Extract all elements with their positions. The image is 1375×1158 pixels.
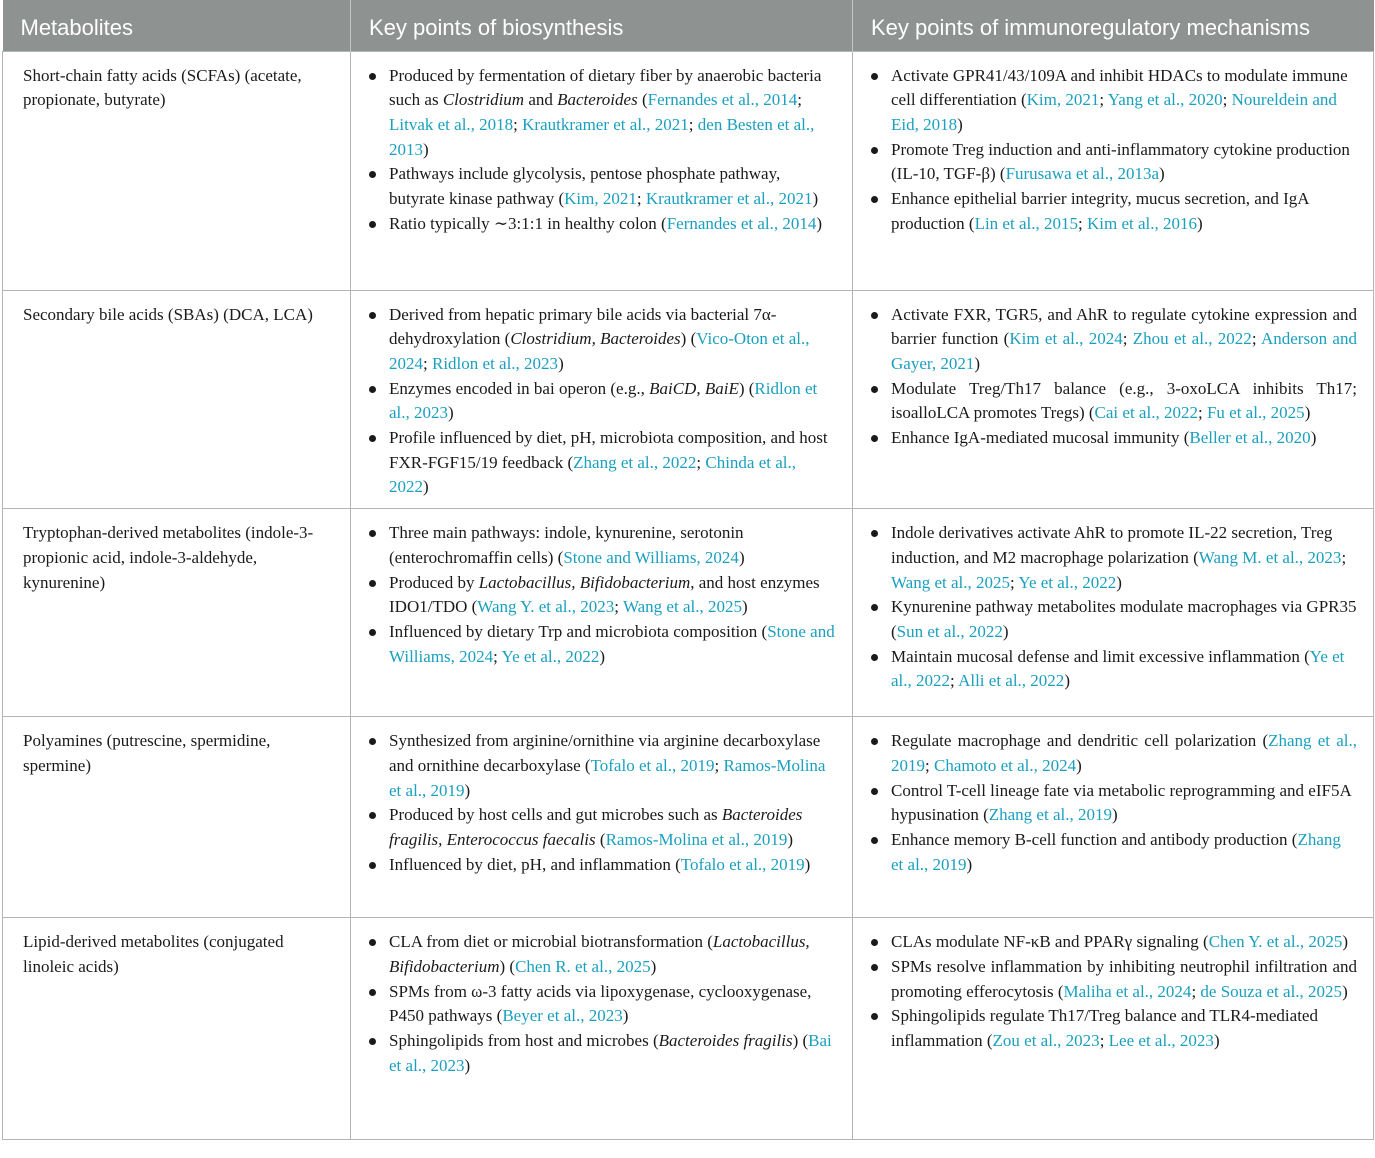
citation-link[interactable]: Beyer et al., 2023 (502, 1006, 623, 1026)
text-run: ) (804, 854, 811, 874)
biosynthesis-cell (351, 918, 853, 1140)
list-item (871, 930, 1357, 955)
table-body (3, 51, 1374, 1140)
text-run: ; (1099, 1030, 1109, 1050)
immunoregulatory-list (871, 729, 1357, 877)
immunoregulatory-list (871, 930, 1357, 1054)
italic-taxon: BaiCD, BaiE (649, 378, 739, 398)
text-run: ) (448, 403, 454, 423)
text-run: Produced by host cells and gut microbes such as (389, 805, 722, 825)
immunoregulatory-list (871, 303, 1357, 451)
text-run: ; (1222, 90, 1232, 110)
text-run: and (524, 90, 558, 110)
immunoregulatory-list (871, 521, 1357, 694)
text-run: ) (812, 189, 819, 209)
text-run: Regulate macrophage and dendritic cell polarization ( (891, 731, 1269, 751)
text-run: ; (493, 646, 502, 666)
list-item (369, 571, 836, 620)
list-item (871, 595, 1357, 644)
citation-link[interactable]: Ramos-Molina et al., 2019 (605, 829, 788, 849)
list-item (369, 620, 836, 669)
citation-link[interactable]: Alli et al., 2022 (958, 671, 1065, 691)
italic-taxon: Bacteroides fragilis, Enterococcus faecalis (389, 805, 803, 849)
text-run: ) (1342, 932, 1348, 952)
list-item (369, 212, 836, 237)
citation-link[interactable]: Lin et al., 2015 (974, 213, 1078, 233)
list-item (871, 64, 1357, 138)
immunoregulatory-cell (853, 918, 1374, 1140)
citation-link[interactable]: Cai et al., 2022 (1094, 403, 1198, 423)
text-run: ) (1304, 403, 1311, 423)
biosynthesis-list (369, 64, 836, 237)
header-metabolites: Metabolites (3, 0, 351, 51)
text-run: ) ( (738, 378, 755, 398)
text-run: ) (741, 597, 748, 617)
citation-link[interactable]: Chinda et al., 2022 (389, 452, 797, 497)
citation-link[interactable]: Lee et al., 2023 (1108, 1030, 1214, 1050)
text-run: ) (966, 854, 973, 874)
text-run: ; (1197, 403, 1207, 423)
citation-link[interactable]: Chamoto et al., 2024 (933, 755, 1077, 775)
citation-link[interactable]: Krautkramer et al., 2021 (522, 114, 689, 134)
citation-link[interactable]: Sun et al., 2022 (896, 621, 1003, 641)
list-item (369, 426, 836, 500)
citation-link[interactable]: Wang et al., 2025 (622, 597, 742, 617)
text-run: ; (1010, 572, 1019, 592)
italic-taxon: Clostridium, Bacteroides (510, 329, 681, 349)
italic-taxon: Bacteroides fragilis (658, 1030, 793, 1050)
text-run: ) (622, 1006, 629, 1026)
italic-taxon: Clostridium (442, 90, 525, 110)
list-item (369, 803, 836, 852)
table-row (3, 717, 1374, 918)
text-run: ; (1077, 213, 1087, 233)
text-run: ) (1076, 755, 1082, 775)
biosynthesis-cell (351, 290, 853, 509)
text-run: ; (1191, 981, 1201, 1001)
text-run: ; (423, 353, 432, 373)
list-item (369, 729, 836, 803)
text-run: ) (1116, 572, 1122, 592)
citation-link[interactable]: Furusawa et al., 2013a (1005, 164, 1159, 184)
citation-link[interactable]: Chen Y. et al., 2025 (1208, 932, 1343, 952)
text-run: CLA from diet or microbial biotransformation ( (389, 932, 713, 952)
list-item (871, 377, 1357, 426)
text-run: ) (650, 956, 657, 976)
list-item (871, 955, 1357, 1004)
citation-link[interactable]: Kim et al., 2016 (1086, 213, 1197, 233)
list-item (369, 303, 836, 377)
text-run: Kynurenine pathway metabolites modulate macrophages via GPR35 ( (891, 597, 1357, 641)
biosynthesis-list (369, 521, 836, 669)
immunoregulatory-cell (853, 717, 1374, 918)
text-run: ; (797, 90, 803, 110)
text-run: ) (1310, 428, 1317, 448)
text-run: Indole derivatives activate AhR to promote IL-22 secretion, Treg induction, and M2 macrophage polarization ( (891, 523, 1333, 567)
biosynthesis-cell (351, 509, 853, 717)
biosynthesis-cell (351, 717, 853, 918)
text-run: ) (599, 646, 606, 666)
list-item (871, 1004, 1357, 1053)
citation-link[interactable]: Krautkramer et al., 2021 (645, 189, 813, 209)
text-run: SPMs from ω-3 fatty acids via lipoxygenase, cyclooxygenase, P450 pathways ( (389, 981, 812, 1026)
citation-link[interactable]: Anderson and Gayer, 2021 (891, 329, 1357, 373)
citation-link[interactable]: de Souza et al., 2025 (1200, 981, 1343, 1001)
italic-taxon: Lactobacillus, Bifidobacterium (389, 932, 810, 976)
text-run: ) (1159, 164, 1165, 184)
biosynthesis-cell (351, 51, 853, 290)
citation-link[interactable]: den Besten et al., 2013 (389, 114, 815, 159)
text-run: ) ( (680, 329, 697, 349)
table-row (3, 51, 1374, 290)
citation-link[interactable]: Litvak et al., 2018 (389, 114, 514, 134)
text-run: Enhance epithelial barrier integrity, mucus secretion, and IgA production ( (891, 189, 1309, 233)
text-run: ; (714, 755, 724, 775)
text-run: Control T-cell lineage fate via metabolic reprogramming and eIF5A hypusination ( (891, 780, 1351, 825)
text-run: ; (950, 671, 959, 691)
text-run: ; (1251, 329, 1261, 349)
list-item (369, 162, 836, 211)
text-run: ; (614, 597, 623, 617)
list-item (871, 645, 1357, 694)
biosynthesis-list (369, 729, 836, 877)
text-run: Influenced by diet, pH, and inflammation ( (389, 854, 681, 874)
text-run: ; (1099, 90, 1108, 110)
citation-link[interactable]: Bai et al., 2023 (389, 1030, 832, 1075)
citation-link[interactable]: Ridlon et al., 2023 (431, 353, 559, 373)
text-run: ( (595, 829, 606, 849)
text-run: Maintain mucosal defense and limit excessive inflammation ( (891, 646, 1310, 666)
citation-link[interactable]: Ye et al., 2022 (501, 646, 600, 666)
text-run: ) (1064, 671, 1070, 691)
citation-link[interactable]: Wang et al., 2025 (891, 572, 1011, 592)
table-row (3, 509, 1374, 717)
list-item (871, 779, 1357, 828)
citation-link[interactable]: Zhang et al., 2019 (891, 731, 1357, 775)
table-row (3, 290, 1374, 509)
text-run: Sphingolipids from host and microbes ( (389, 1030, 659, 1050)
text-run: , and host enzymes IDO1/TDO ( (389, 572, 820, 617)
citation-link[interactable]: Chen R. et al., 2025 (515, 956, 651, 976)
citation-link[interactable]: Zhang et al., 2022 (573, 452, 697, 472)
header-biosynthesis: Key points of biosynthesis (351, 0, 853, 51)
citation-link[interactable]: Wang Y. et al., 2023 (477, 597, 615, 617)
citation-link[interactable]: Zhang et al., 2019 (988, 805, 1112, 825)
metabolite-cell: Tryptophan-derived metabolites (indole-3-propionic acid, indole-3-aldehyde, kynurenine) (3, 509, 351, 717)
citation-link[interactable]: Kim, 2021 (564, 189, 637, 209)
text-run: Derived from hepatic primary bile acids via bacterial 7α-dehydroxylation ( (389, 304, 777, 349)
citation-link[interactable]: Stone and Williams, 2024 (563, 547, 739, 567)
table-header (3, 0, 1374, 51)
metabolites-table (2, 0, 1374, 1140)
citation-link[interactable]: Ramos-Molina et al., 2019 (389, 755, 826, 800)
list-item (369, 521, 836, 570)
citation-link[interactable]: Fernandes et al., 2014 (666, 213, 817, 233)
text-run: ) (1342, 981, 1348, 1001)
citation-link[interactable]: Tofalo et al., 2019 (590, 755, 715, 775)
list-item (871, 828, 1357, 877)
biosynthesis-list (369, 930, 836, 1078)
text-run: ) (816, 213, 823, 233)
text-run: Pathways include glycolysis, pentose phosphate pathway, butyrate kinase pathway ( (389, 164, 781, 209)
list-item (871, 729, 1357, 778)
header-immunoregulatory: Key points of immunoregulatory mechanisms (853, 0, 1374, 51)
text-run: CLAs modulate NF-κB and PPARγ signaling ( (891, 932, 1209, 952)
text-run: ) (974, 353, 981, 373)
citation-link[interactable]: Zou et al., 2023 (992, 1030, 1100, 1050)
citation-link[interactable]: Ye et al., 2022 (891, 646, 1345, 691)
metabolite-cell: Secondary bile acids (SBAs) (DCA, LCA) (3, 290, 351, 509)
text-run: Promote Treg induction and anti-inflammatory cytokine production (IL-10, TGF-β) ( (891, 139, 1350, 184)
text-run: Synthesized from arginine/ornithine via arginine decarboxylase and ornithine decarboxylase ( (389, 731, 821, 775)
citation-link[interactable]: Maliha et al., 2024 (1063, 981, 1192, 1001)
immunoregulatory-cell (853, 51, 1374, 290)
text-run: ) (1213, 1030, 1220, 1050)
text-run: ) (464, 780, 471, 800)
list-item (871, 187, 1357, 236)
text-run: ) (423, 139, 429, 159)
text-run: Enzymes encoded in bai operon (e.g., (389, 378, 650, 398)
text-run: ) (1196, 213, 1203, 233)
text-run: ; (1341, 547, 1347, 567)
text-run: Produced by (389, 572, 479, 592)
citation-link[interactable]: Stone and Williams, 2024 (389, 621, 835, 666)
text-run: Influenced by dietary Trp and microbiota composition ( (389, 621, 768, 641)
citation-link[interactable]: Beller et al., 2020 (1189, 428, 1311, 448)
text-run: ( (637, 90, 648, 110)
citation-link[interactable]: Ye et al., 2022 (1018, 572, 1117, 592)
citation-link[interactable]: Noureldein and Eid, 2018 (891, 90, 1337, 134)
citation-link[interactable]: Kim et al., 2024 (1009, 329, 1123, 349)
list-item (369, 64, 836, 163)
text-run: Three main pathways: indole, kynurenine, serotonin (enterochromaffin cells) ( (389, 523, 744, 567)
text-run: Sphingolipids regulate Th17/Treg balance and TLR4-mediated inflammation ( (891, 1006, 1318, 1050)
citation-link[interactable]: Ridlon et al., 2023 (389, 378, 818, 423)
text-run: ; (1122, 329, 1133, 349)
text-run: SPMs resolve inflammation by inhibiting neutrophil infiltration and promoting efferocytosis ( (891, 956, 1357, 1001)
text-run: ) (787, 829, 794, 849)
immunoregulatory-list (871, 64, 1357, 237)
text-run: ) ( (499, 956, 516, 976)
metabolite-cell: Short-chain fatty acids (SCFAs) (acetate, propionate, butyrate) (3, 51, 351, 290)
text-run: Activate GPR41/43/109A and inhibit HDACs to modulate immune cell differentiation ( (891, 65, 1348, 110)
citation-link[interactable]: Fu et al., 2025 (1206, 403, 1305, 423)
text-run: Enhance IgA-mediated mucosal immunity ( (891, 428, 1190, 448)
citation-link[interactable]: Vico-Oton et al., 2024 (389, 329, 810, 373)
list-item (871, 138, 1357, 187)
list-item (871, 521, 1357, 595)
citation-link[interactable]: Kim, 2021 (1026, 90, 1100, 110)
metabolite-cell: Lipid-derived metabolites (conjugated linoleic acids) (3, 918, 351, 1140)
list-item (369, 930, 836, 979)
text-run: ; (636, 189, 646, 209)
italic-taxon: Bacteroides (557, 90, 638, 110)
text-run: ; (513, 114, 523, 134)
text-run: ) (1002, 621, 1009, 641)
list-item (369, 853, 836, 878)
immunoregulatory-cell (853, 509, 1374, 717)
text-run: ) (558, 353, 564, 373)
text-run: ) ( (792, 1030, 809, 1050)
citation-link[interactable]: Tofalo et al., 2019 (680, 854, 805, 874)
text-run: ) (957, 114, 963, 134)
citation-link[interactable]: Zhou et al., 2022 (1132, 329, 1252, 349)
list-item (369, 1029, 836, 1078)
text-run: Profile influenced by diet, pH, microbiota composition, and host FXR-FGF15/19 feedback ( (389, 428, 828, 472)
immunoregulatory-cell (853, 290, 1374, 509)
text-run: Activate FXR, TGR5, and AhR to regulate cytokine expression and barrier function ( (891, 304, 1357, 349)
text-run: ) (1111, 805, 1118, 825)
list-item (871, 426, 1357, 451)
text-run: ; (688, 114, 698, 134)
text-run: Enhance memory B-cell function and antibody production ( (891, 829, 1298, 849)
citation-link[interactable]: Wang M. et al., 2023 (1198, 547, 1342, 567)
citation-link[interactable]: Yang et al., 2020 (1107, 90, 1223, 110)
list-item (369, 377, 836, 426)
text-run: ; (925, 755, 934, 775)
table-row (3, 918, 1374, 1140)
text-run: ) (464, 1055, 471, 1075)
italic-taxon: Lactobacillus, Bifidobacterium (478, 572, 691, 592)
biosynthesis-list (369, 303, 836, 501)
citation-link[interactable]: Zhang et al., 2019 (891, 829, 1341, 874)
text-run: ; (696, 452, 706, 472)
text-run: ) (738, 547, 745, 567)
text-run: Modulate Treg/Th17 balance (e.g., 3-oxoLCA inhibits Th17; isoalloLCA promotes Tregs) ( (891, 378, 1357, 423)
metabolite-cell: Polyamines (putrescine, spermidine, spermine) (3, 717, 351, 918)
text-run: Ratio typically ∼3:1:1 in healthy colon ( (389, 213, 667, 233)
citation-link[interactable]: Fernandes et al., 2014 (647, 90, 798, 110)
text-run: Produced by fermentation of dietary fiber by anaerobic bacteria such as (389, 65, 822, 110)
list-item (871, 303, 1357, 377)
list-item (369, 980, 836, 1029)
text-run: ) (423, 477, 429, 497)
